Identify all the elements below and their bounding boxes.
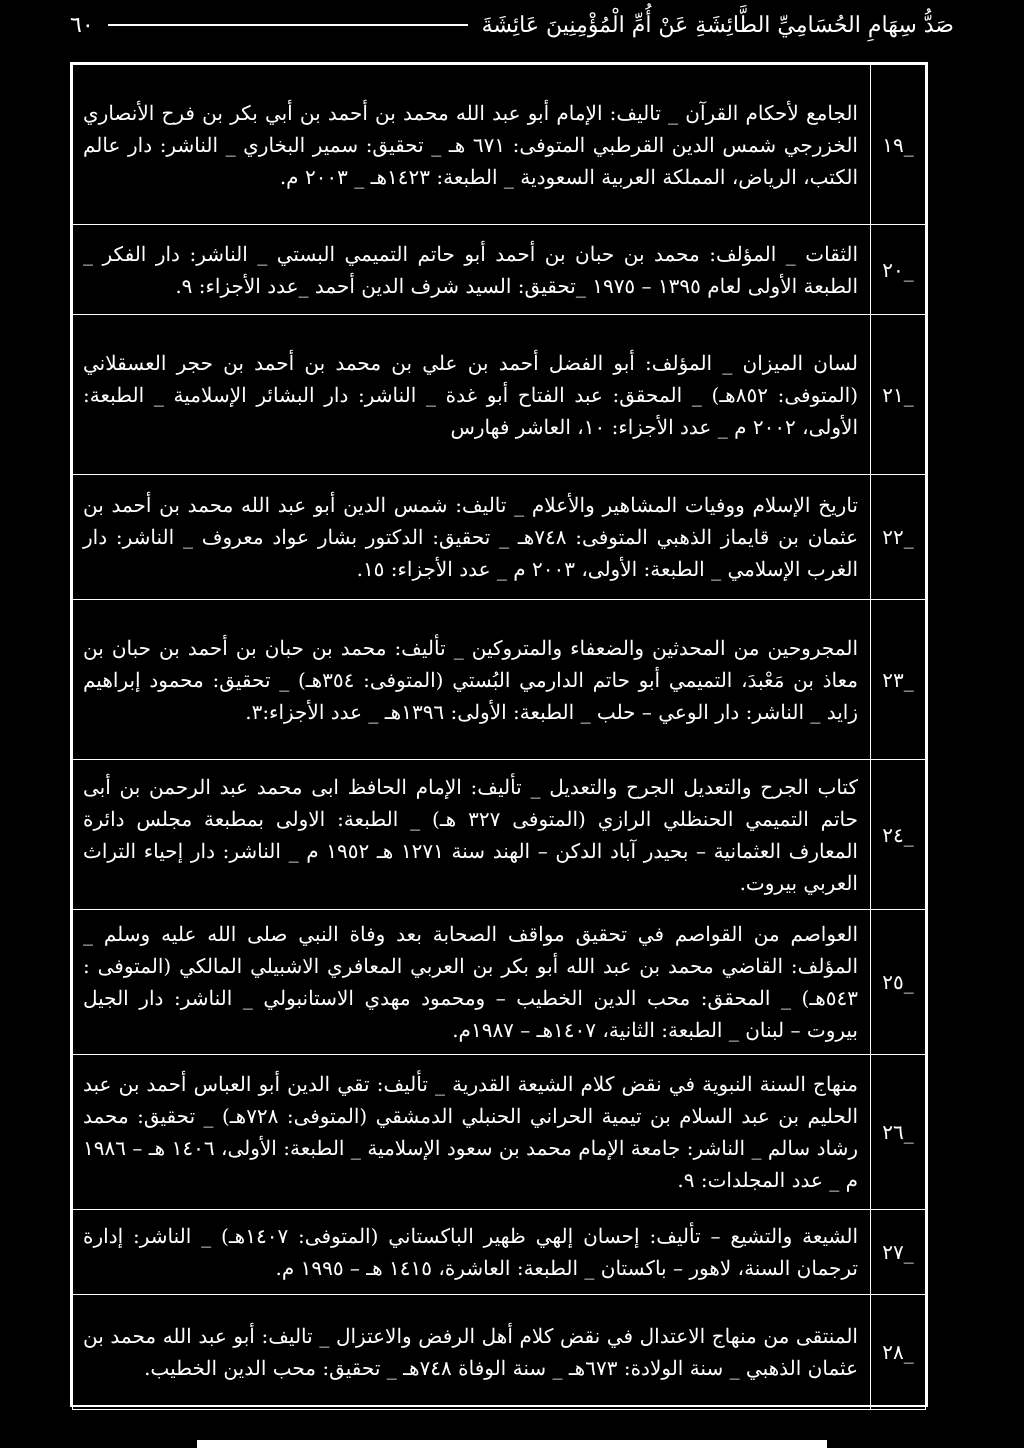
entry-text: لسان الميزان _ المؤلف: أبو الفضل أحمد بن علي بن محمد بن أحمد بن حجر العسقلاني (المتوفى: ٨٥٢هـ) _ المحقق: عبد الفتاح أبو غدة _ الناشر: دار البشائر الإسلامية _ الطبعة: الأولى، ٢٠٠٢ م _ عدد الأجزاء: ١٠، العاشر فهارس bbox=[73, 315, 871, 475]
entry-number: _٢٨ bbox=[871, 1295, 926, 1410]
running-header bbox=[70, 10, 954, 40]
entry-text: الثقات _ المؤلف: محمد بن حبان بن أحمد أبو حاتم التميمي البستي _ الناشر: دار الفكر _ الطبعة الأولى لعام ١٣٩٥ – ١٩٧٥ _تحقيق: السيد شرف الدين أحمد _عدد الأجزاء: ٩. bbox=[73, 225, 871, 315]
references-table bbox=[72, 64, 926, 1410]
bottom-rule bbox=[197, 1440, 827, 1448]
header-title: صَدُّ سِهَامِ الحُسَامِيِّ الطَّائِشَةِ عَنْ أُمِّ الْمُؤْمِنِينَ عَائِشَةَ bbox=[481, 12, 954, 38]
entry-number: _٢٦ bbox=[871, 1055, 926, 1210]
page-number: ٦٠ bbox=[70, 12, 94, 38]
table-row bbox=[73, 760, 926, 910]
entry-text: تاريخ الإسلام ووفيات المشاهير والأعلام _ تاليف: شمس الدين أبو عبد الله محمد بن أحمد بن عثمان بن قايماز الذهبي المتوفى: ٧٤٨هـ _ تحقيق: الدكتور بشار عواد معروف _ الناشر: دار الغرب الإسلامي _ الطبعة: الأولى، ٢٠٠٣ م _ عدد الأجزاء: ١٥. bbox=[73, 475, 871, 600]
entry-number: _٢٠ bbox=[871, 225, 926, 315]
entry-number: _١٩ bbox=[871, 65, 926, 225]
table-row bbox=[73, 910, 926, 1055]
table-row bbox=[73, 225, 926, 315]
table-row bbox=[73, 1295, 926, 1410]
entry-text: العواصم من القواصم في تحقيق مواقف الصحابة بعد وفاة النبي صلى الله عليه وسلم _ المؤلف: القاضي محمد بن عبد الله أبو بكر بن العربي المعافري الاشبيلي المالكي (المتوفى : ٥٤٣هـ) _ المحقق: محب الدين الخطيب – ومحمود مهدي الاستانبولي _ الناشر: دار الجيل بيروت – لبنان _ الطبعة: الثانية، ١٤٠٧هـ – ١٩٨٧م. bbox=[73, 910, 871, 1055]
table-row bbox=[73, 475, 926, 600]
table-row bbox=[73, 600, 926, 760]
entry-text: كتاب الجرح والتعديل الجرح والتعديل _ تأليف: الإمام الحافظ ابى محمد عبد الرحمن بن أبى حاتم التميمي الحنظلي الرازي (المتوفى ٣٢٧ هـ) _ الطبعة: الاولى بمطبعة مجلس دائرة المعارف العثمانية – بحيدر آباد الدكن – الهند سنة ١٢٧١ هـ ١٩٥٢ م _ الناشر: دار إحياء التراث العربي بيروت. bbox=[73, 760, 871, 910]
entry-number: _٢١ bbox=[871, 315, 926, 475]
entry-text: الجامع لأحكام القرآن _ تاليف: الإمام أبو عبد الله محمد بن أحمد بن أبي بكر بن فرح الأنصاري الخزرجي شمس الدين القرطبي المتوفى: ٦٧١ هـ _ تحقيق: سمير البخاري _ الناشر: دار عالم الكتب، الرياض، المملكة العربية السعودية _ الطبعة: ١٤٢٣هـ _ ٢٠٠٣ م. bbox=[73, 65, 871, 225]
references-table-frame bbox=[70, 62, 928, 1407]
entry-number: _٢٤ bbox=[871, 760, 926, 910]
entry-number: _٢٢ bbox=[871, 475, 926, 600]
entry-text: المجروحين من المحدثين والضعفاء والمتروكين _ تأليف: محمد بن حبان بن أحمد بن حبان بن معاذ بن مَعْبدَ، التميمي أبو حاتم الدارمي البُستي (المتوفى: ٣٥٤هـ) _ تحقيق: محمود إبراهيم زايد _ الناشر: دار الوعي – حلب _ الطبعة: الأولى: ١٣٩٦هـ _ عدد الأجزاء:٣. bbox=[73, 600, 871, 760]
entry-text: منهاج السنة النبوية في نقض كلام الشيعة القدرية _ تأليف: تقي الدين أبو العباس أحمد بن عبد الحليم بن عبد السلام بن تيمية الحراني الحنبلي الدمشقي (المتوفى: ٧٢٨هـ) _ تحقيق: محمد رشاد سالم _ الناشر: جامعة الإمام محمد بن سعود الإسلامية _ الطبعة: الأولى، ١٤٠٦ هـ – ١٩٨٦ م _ عدد المجلدات: ٩. bbox=[73, 1055, 871, 1210]
table-row bbox=[73, 315, 926, 475]
table-row bbox=[73, 1055, 926, 1210]
entry-text: المنتقى من منهاج الاعتدال في نقض كلام أهل الرفض والاعتزال _ تاليف: أبو عبد الله محمد بن عثمان الذهبي _ سنة الولادة: ٦٧٣هـ _ سنة الوفاة ٧٤٨هـ _ تحقيق: محب الدين الخطيب. bbox=[73, 1295, 871, 1410]
table-row bbox=[73, 1210, 926, 1295]
entry-text: الشيعة والتشيع – تأليف: إحسان إلهي ظهير الباكستاني (المتوفى: ١٤٠٧هـ) _ الناشر: إدارة ترجمان السنة، لاهور – باكستان _ الطبعة: العاشرة، ١٤١٥ هـ – ١٩٩٥ م. bbox=[73, 1210, 871, 1295]
table-row bbox=[73, 65, 926, 225]
entry-number: _٢٧ bbox=[871, 1210, 926, 1295]
entry-number: _٢٥ bbox=[871, 910, 926, 1055]
header-rule bbox=[108, 24, 468, 26]
entry-number: _٢٣ bbox=[871, 600, 926, 760]
